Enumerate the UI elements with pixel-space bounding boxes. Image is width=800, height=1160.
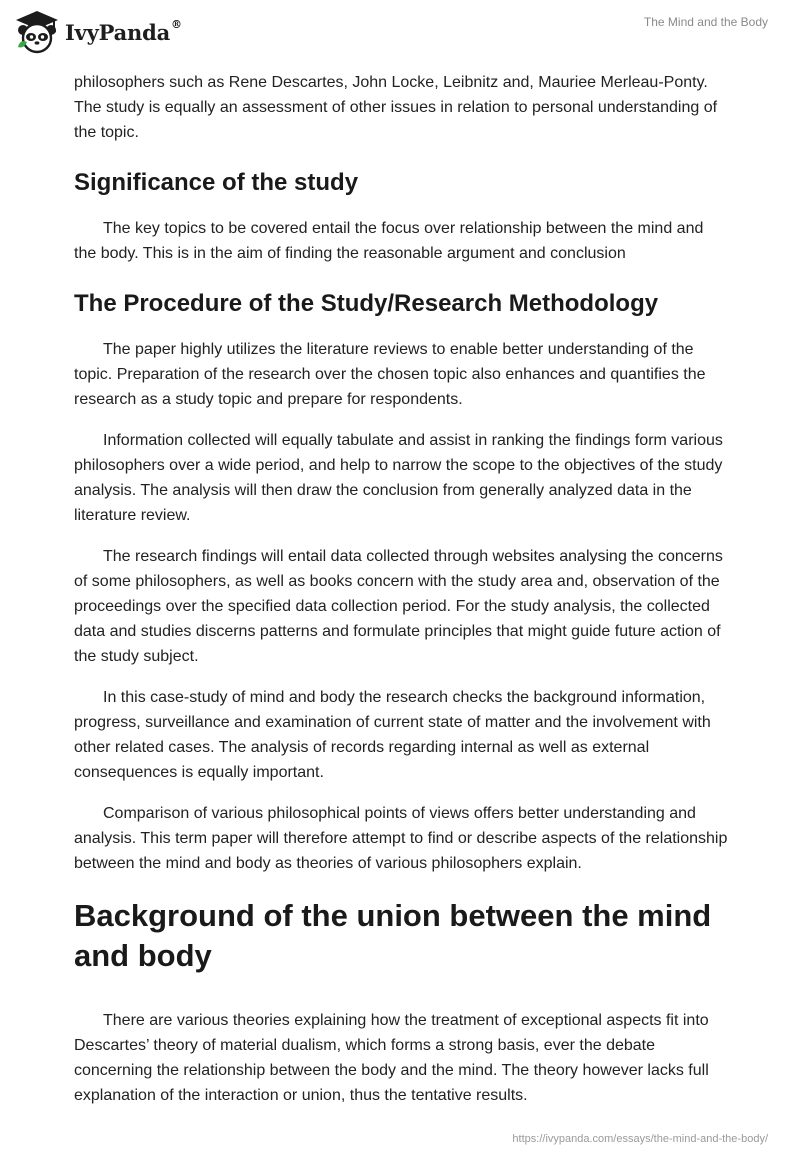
heading-procedure: The Procedure of the Study/Research Methodology [74,290,659,317]
paragraph: There are various theories explaining how the treatment of exceptional aspects fit into Descartes’ theory of material dualism, which forms a strong basis, ever the debate concerning the relationship between the body and the mind. The theory however lacks full explanation of the interaction or union, thus the tentative results. [74,1012,709,1104]
page-header [0,0,800,70]
source-url-link[interactable]: https://ivypanda.com/essays/the-mind-and-the-body/ [512,1133,768,1145]
heading-background: Background of the union between the mind and body [74,898,712,973]
panda-graduate-icon [14,9,60,55]
paragraph: The key topics to be covered entail the focus over relationship between the mind and the body. This is in the aim of finding the reasonable argument and conclusion [74,220,704,262]
intro-paragraph: philosophers such as Rene Descartes, John Locke, Leibnitz and, Mauriee Merleau-Ponty. The study is equally an assessment of other issues in relation to personal understanding of the topic. [74,74,718,141]
essay-content [74,70,730,1124]
paragraph: Information collected will equally tabulate and assist in ranking the findings form various philosophers over a wide period, and help to narrow the scope to the objectives of the study analysis. The analysis will then draw the conclusion from generally analyzed data in the literature review. [74,432,723,524]
paragraph: The research findings will entail data collected through websites analysing the concerns of some philosophers, as well as books concern with the study area and, observation of the proceedings over the specified data collection period. For the study analysis, the collected data and studies discerns patterns and formulate principles that might guide future action of the study subject. [74,548,723,665]
paragraph: The paper highly utilizes the literature reviews to enable better understanding of the topic. Preparation of the research over the chosen topic also enhances and quantifies the research as a study topic and prepare for respondents. [74,341,706,408]
document-title: The Mind and the Body [643,15,768,29]
brand-name: IvyPanda® [65,17,182,45]
paragraph: In this case-study of mind and body the research checks the background information, progress, surveillance and examination of current state of matter and the involvement with other related cases. The analysis of records regarding internal as well as external consequences is equally important. [74,689,711,781]
brand-logo[interactable] [14,9,182,55]
heading-significance: Significance of the study [74,169,359,196]
paragraph: Comparison of various philosophical points of views offers better understanding and analysis. This term paper will therefore attempt to find or describe aspects of the relationship between the mind and body as theories of various philosophers explain. [74,805,728,872]
